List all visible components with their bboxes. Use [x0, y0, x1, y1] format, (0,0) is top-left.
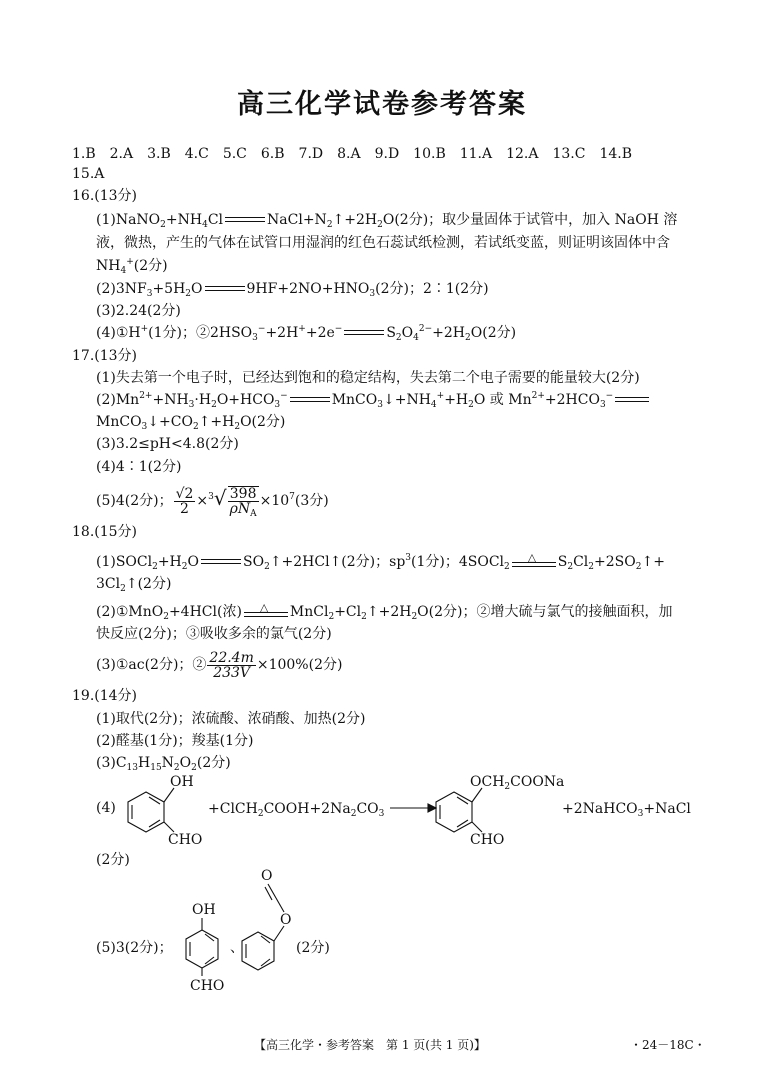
q17-heading: 17.(13分)	[72, 348, 138, 364]
q17-part4: (4)4∶1(2分)	[96, 459, 182, 475]
q19-part4-score: (2分)	[96, 852, 130, 868]
q16-part3: (3)2.24(2分)	[96, 303, 181, 319]
equals-sign	[225, 215, 265, 225]
q16-part1-line2: 液，微热，产生的气体在试管口用湿润的红色石蕊试纸检测，若试纸变蓝，则证明该固体中含	[96, 235, 670, 251]
svg-text:+ClCH2COOH+2Na2CO3: $+ClCH_2COOH+2Na_2CO_3$	[208, 801, 385, 819]
fraction: $\frac{398}{\rho N_A}$	[229, 486, 257, 519]
svg-text:CHO: CHO	[470, 832, 505, 848]
equals-sign	[344, 328, 384, 338]
svg-text:OCH2COONa: $OCH_2COONa$	[470, 774, 565, 792]
q18-part1-line2: $3Cl_2↑(2$分)	[96, 576, 172, 594]
q17-part5: (5)4(2分)； $\frac{√2}{2}$ ×$^3$√ $\frac{398}{\rho N_A}$ $\times 10^7(3$分)	[96, 485, 329, 519]
equals-sign	[201, 557, 241, 567]
benzene-ring-ester	[242, 884, 284, 970]
q19-heading: 19.(14分)	[72, 688, 138, 704]
svg-text:(4): (4)	[96, 800, 116, 816]
svg-text:(2分): (2分)	[296, 940, 330, 956]
q18-part2-line2: 快反应(2分)；③吸收多余的氯气(2分)	[96, 626, 332, 642]
footer-code: ・24－18C・	[630, 1038, 706, 1052]
svg-text:+2NaHCO3+NaCl: +2NaHCO$_3$+NaCl	[562, 801, 691, 819]
q18-part1-line1: $(1)SOCl_2+H_2O$ $SO_2↑+2HCl↑(2$分)；$sp^3(1$分)；4SOCl$_2$ △ $S_2Cl_2+2SO_2↑+$	[96, 551, 665, 572]
mc-answers-line2: 15.A	[72, 166, 105, 182]
svg-text:、: 、	[230, 940, 244, 956]
fraction: $\frac{22.4m}{233V}$	[209, 649, 254, 681]
equals-sign	[205, 284, 245, 294]
q17-part2-line1: $(2)Mn^{2+}+NH_3\cdot H_2O+HCO_3^-$ $MnCO_3↓+NH_4^++H_2O$ 或 $Mn^{2+}+2HCO_3^-$	[96, 390, 651, 410]
q19-part1: (1)取代(2分)；浓硫酸、浓硝酸、加热(2分)	[96, 711, 366, 727]
benzene-ring-reactant	[128, 788, 174, 832]
q18-part2-line1: (2)①MnO$_2$+4HCl(浓) △ $MnCl_2+Cl_2↑+2H_2O(2$分)；②增大硫与氯气的接触面积，加	[96, 601, 673, 622]
q16-part4: (4)①H+(1分)；$②2HSO_3^-+2H^++2e^-$ $S_2O_4^{2-}+2H_2O(2$分)	[96, 324, 517, 343]
svg-text:CHO: CHO	[168, 832, 203, 848]
benzene-ring-product	[436, 788, 482, 832]
q19-part5-structures	[90, 866, 390, 996]
q16-part1-line1: $(1)NaNO_2+NH_4Cl$ $NaCl+N_2↑+2H_2O(2$分)；取少量固体于试管中，加入 NaOH 溶	[96, 212, 678, 230]
q17-part2-line2: $MnCO_3↓+CO_2↑+H_2O(2$分)	[96, 414, 286, 432]
q16-heading: 16.(13分)	[72, 188, 138, 204]
q19-part4-reaction	[90, 770, 710, 850]
reaction-arrow	[390, 804, 436, 812]
q16-part1-line3: $NH_4^+(2$分)	[96, 257, 168, 276]
benzene-ring-phenol	[186, 918, 218, 976]
fraction: $\frac{√2}{2}$	[175, 485, 194, 517]
q19-part3: $(3)C_{13}H_{15}N_2O_2(2$分)	[96, 755, 231, 773]
svg-text:OH: OH	[192, 902, 216, 918]
svg-text:OH: OH	[170, 774, 194, 790]
q17-part3: (3)3.2≤pH<4.8(2分)	[96, 436, 239, 452]
q17-part1: (1)失去第一个电子时，已经达到饱和的稳定结构，失去第二个电子需要的能量较大(2分)	[96, 370, 640, 386]
mc-answers-line1: 1.B 2.A 3.B 4.C 5.C 6.B 7.D 8.A 9.D 10.B 11.A 12.A 13.C 14.B	[72, 146, 633, 162]
heated-equals-sign: △	[244, 604, 288, 620]
q18-part3: (3)①ac(2分)；② $\frac{22.4m}{233V}$ ×100%(2分)	[96, 649, 343, 681]
svg-text:CHO: CHO	[190, 978, 225, 994]
q18-heading: 18.(15分)	[72, 524, 138, 540]
svg-text:O: O	[280, 912, 292, 928]
svg-text:O: O	[261, 868, 273, 884]
footer-page-info: 【高三化学・参考答案 第 1 页(共 1 页)】	[254, 1038, 486, 1052]
q16-part2: $(2)3NF_3+5H_2O$ $9HF+2NO+HNO_3(2$分)；2∶1(2分)	[96, 281, 489, 299]
equals-sign	[615, 395, 649, 405]
q19-part2: (2)醛基(1分)；羧基(1分)	[96, 733, 254, 749]
page-title: 高三化学试卷参考答案	[237, 89, 527, 120]
heated-equals-sign: △	[512, 554, 556, 570]
equals-sign	[290, 395, 330, 405]
svg-text:(5)3(2分)；: (5)3(2分)；	[96, 940, 173, 956]
